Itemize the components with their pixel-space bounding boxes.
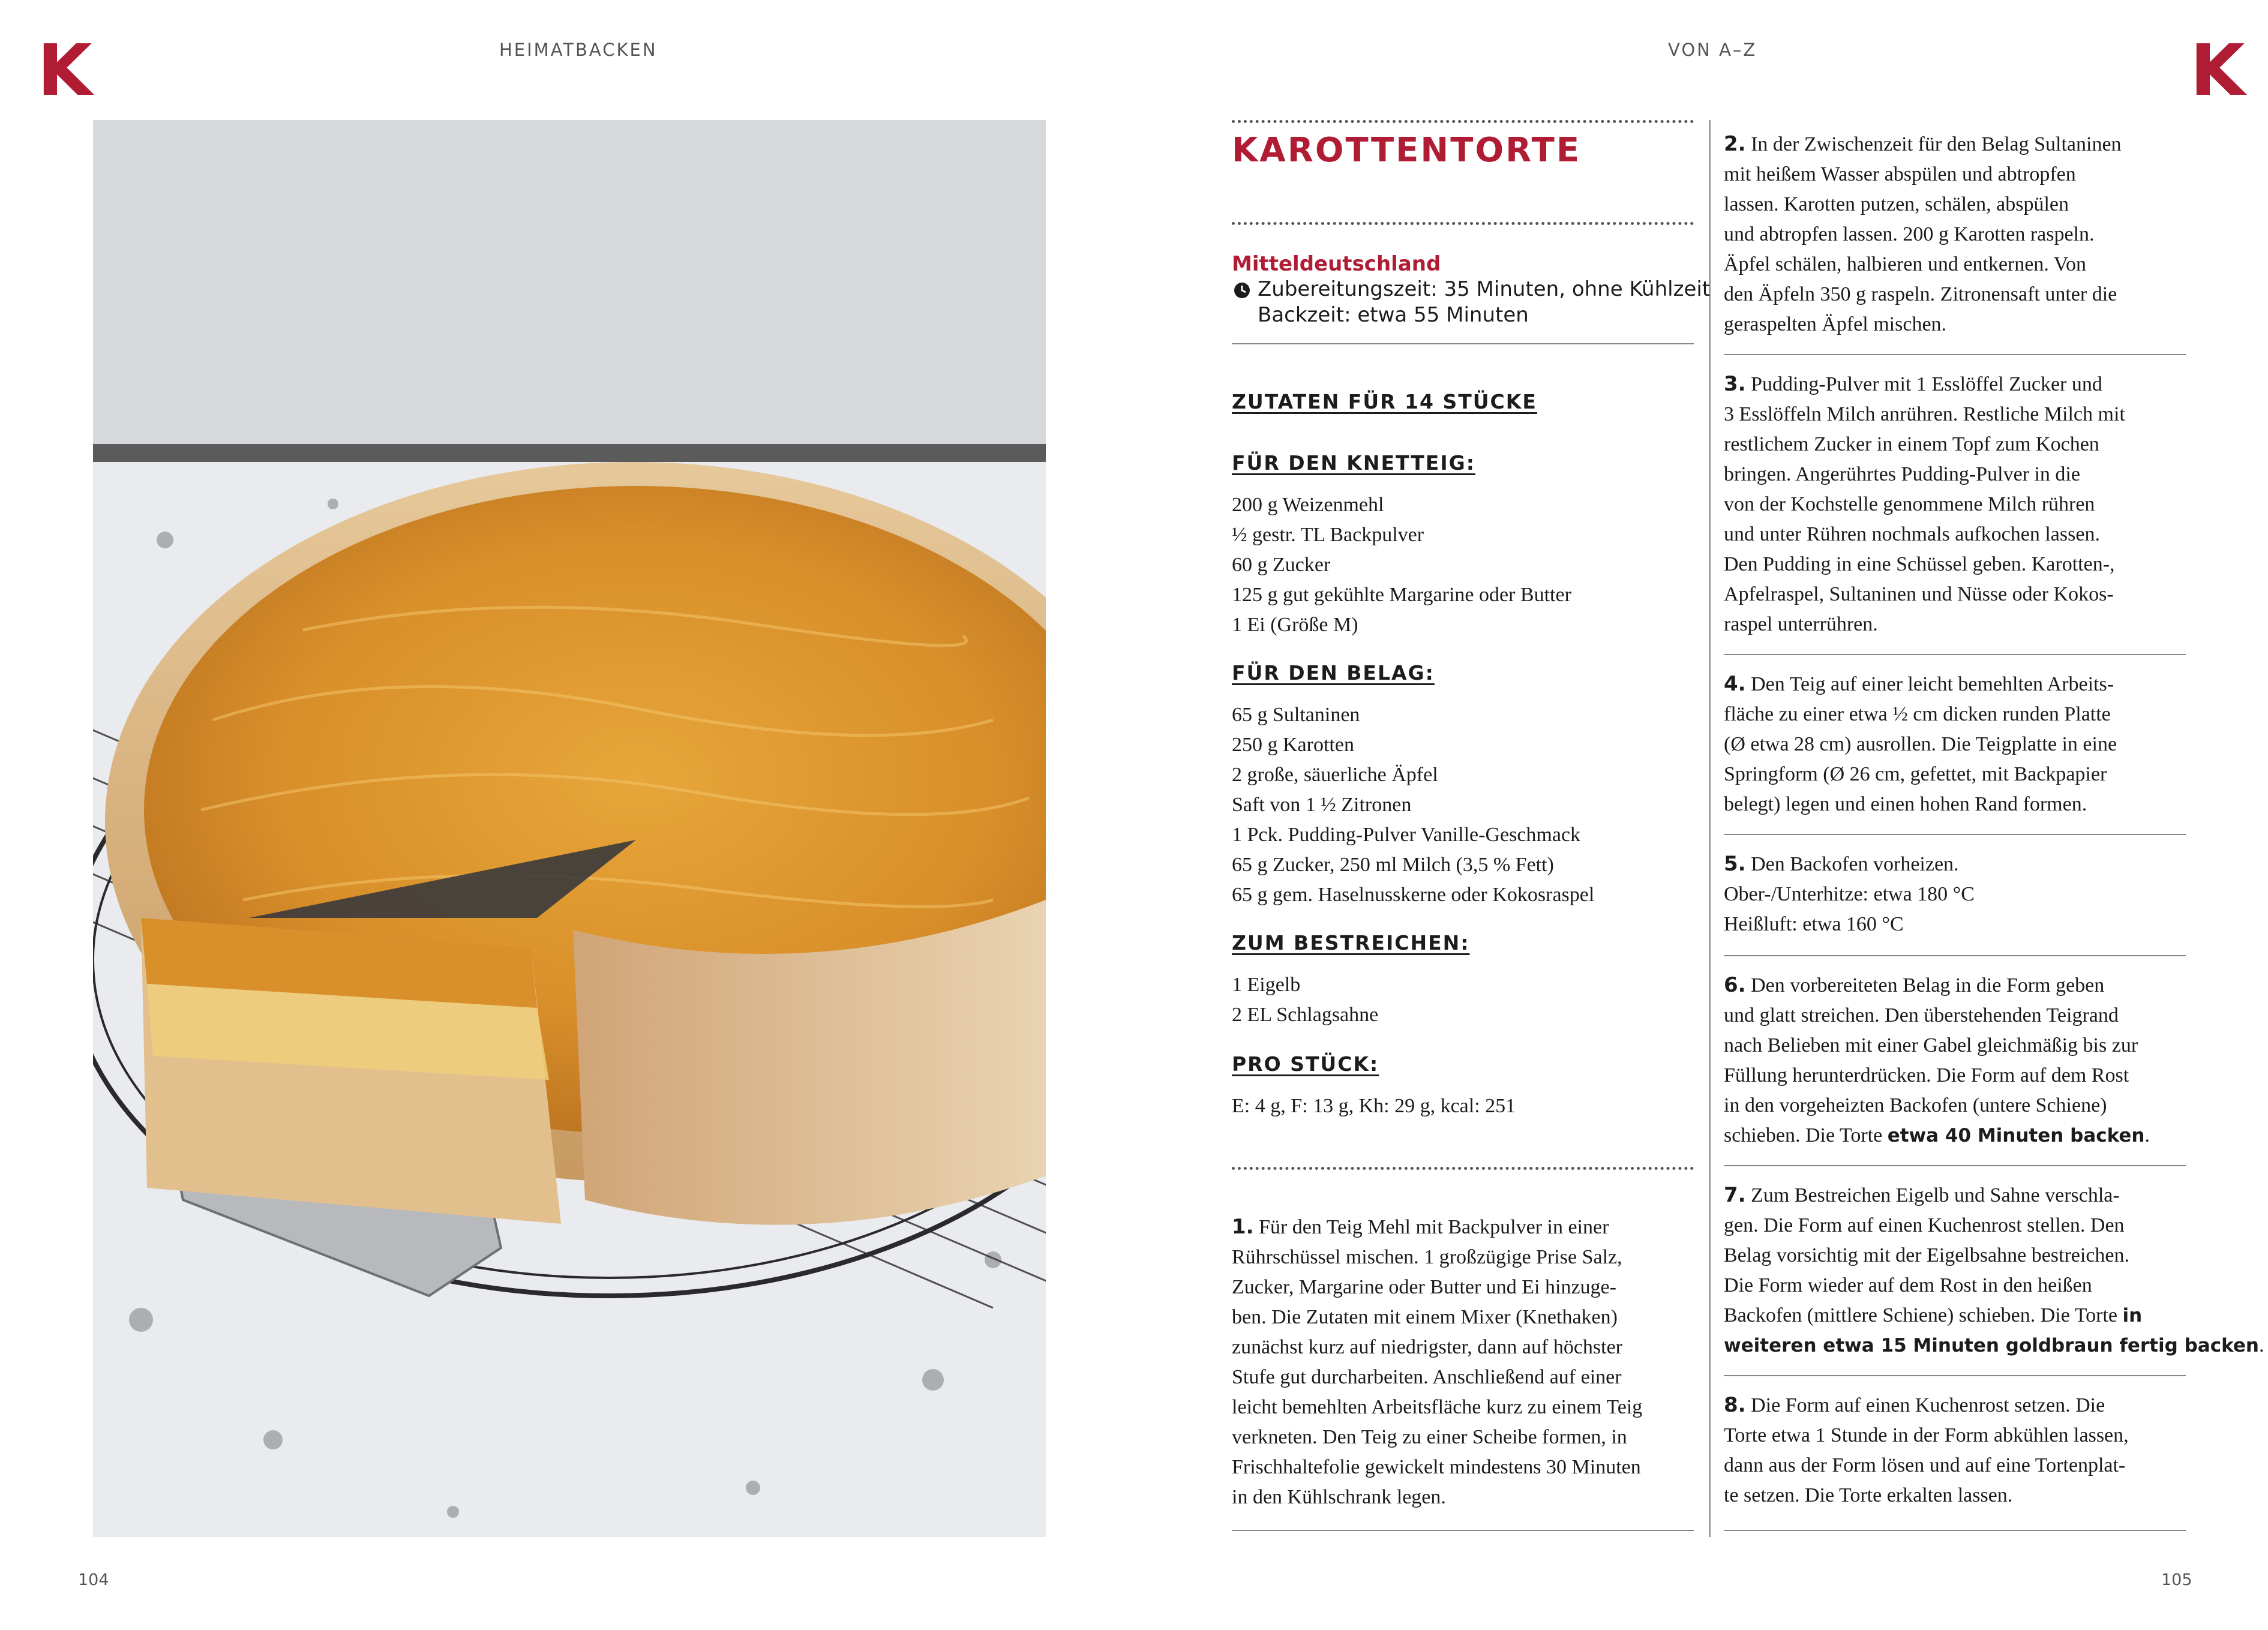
dough-heading: FÜR DEN KNETTEIG:	[1232, 451, 1475, 475]
ingredient: Saft von 1 ½ Zitronen	[1232, 794, 1412, 816]
step-6: 6. Den vorbereiteten Belag in die Form geben und glatt streichen. Den überstehenden Teigrand nach Belieben mit einer Gabel gleichmäßig bis zur Füllung herunterdrücken. Die Form auf dem Rost in den vorgeheizten Backofen (untere Schiene) schieben. Die Torte etwa 40 Minuten backen.	[1724, 973, 2150, 1146]
step-4: 4. Den Teig auf einer leicht bemehlten Arbeits- fläche zu einer etwa ½ cm dicken runden Platte (Ø etwa 28 cm) ausrollen. Die Teigplatte in eine Springform (Ø 26 cm, gefettet, mit Backpapier belegt) legen und einen hohen Rand formen.	[1724, 672, 2117, 815]
nutrition: E: 4 g, F: 13 g, Kh: 29 g, kcal: 251	[1232, 1095, 1516, 1117]
yield-heading: ZUTATEN FÜR 14 STÜCKE	[1232, 390, 1537, 413]
brush-heading: ZUM BESTREICHEN:	[1232, 931, 1470, 954]
recipe-region: Mitteldeutschland	[1232, 252, 1441, 276]
divider	[1232, 343, 1694, 344]
step-3: 3. Pudding-Pulver mit 1 Esslöffel Zucker und 3 Esslöffeln Milch anrühren. Restliche Milch mit restlichem Zucker in einem Topf zum Kochen bringen. Angerührtes Pudding-Pulver in die von der Kochstelle genommene Milch rühren und unter Rühren nochmals aufkochen lassen. Den Pudding in eine Schüssel geben. Karotten-, Apfelraspel, Sultaninen und Nüsse oder Kokos- raspel unterrühren.	[1724, 372, 2125, 635]
brush-ingredients	[1232, 970, 1378, 1030]
divider	[1724, 1375, 2186, 1376]
ingredient: 200 g Weizenmehl	[1232, 494, 1384, 516]
step-2: 2. In der Zwischenzeit für den Belag Sultaninen mit heißem Wasser abspülen und abtropfen lassen. Karotten putzen, schälen, abspülen und abtropfen lassen. 200 g Karotten raspeln. Äpfel schälen, halbieren und entkernen. Von den Äpfeln 350 g raspeln. Zitronensaft unter die geraspelten Äpfel mischen.	[1724, 132, 2122, 335]
ingredient: 65 g Zucker, 250 ml Milch (3,5 % Fett)	[1232, 854, 1554, 876]
step-8: 8. Die Form auf einen Kuchenrost setzen. Die Torte etwa 1 Stunde in der Form abkühlen lassen, dann aus der Form lösen und auf eine Tortenplat- te setzen. Die Torte erkalten lassen.	[1724, 1393, 2129, 1506]
page-number-right: 105	[2161, 1571, 2192, 1589]
divider	[1232, 1530, 1694, 1531]
ingredient: 1 Eigelb	[1232, 974, 1301, 996]
tab-letter-right: K	[2190, 29, 2245, 112]
ingredient: 2 EL Schlagsahne	[1232, 1004, 1379, 1026]
ingredient: 1 Pck. Pudding-Pulver Vanille-Geschmack	[1232, 824, 1581, 846]
ingredient: 1 Ei (Größe M)	[1232, 614, 1358, 636]
page-number-left: 104	[78, 1571, 109, 1589]
dough-ingredients	[1232, 490, 1571, 640]
clock-icon	[1234, 282, 1250, 299]
bake-time: Backzeit: etwa 55 Minuten	[1258, 303, 1529, 327]
divider	[1724, 1165, 2186, 1166]
tab-letter-left: K	[37, 29, 92, 112]
step-7: 7. Zum Bestreichen Eigelb und Sahne verschla- gen. Die Form auf einen Kuchenrost stellen. Den Belag vorsichtig mit der Eigelbsahne bestreichen. Die Form wieder auf dem Rost in den heißen Backofen (mittlere Schiene) schieben. Die Torte in weiteren etwa 15 Minuten goldbraun fertig backen.	[1724, 1183, 2264, 1356]
ingredient: 2 große, säuerliche Äpfel	[1232, 764, 1438, 786]
nutrition-values	[1232, 1091, 1516, 1121]
ingredient: ½ gestr. TL Backpulver	[1232, 524, 1424, 546]
divider	[1724, 1530, 2186, 1531]
step-5: 5. Den Backofen vorheizen. Ober-/Unterhitze: etwa 180 °C Heißluft: etwa 160 °C	[1724, 852, 1975, 935]
recipe-title: KAROTTENTORTE	[1232, 131, 1582, 170]
ingredient: 65 g Sultaninen	[1232, 704, 1360, 726]
divider	[1724, 354, 2186, 355]
divider-dotted	[1232, 222, 1694, 225]
running-head-left: HEIMATBACKEN	[499, 40, 658, 60]
divider	[1724, 955, 2186, 956]
running-head-right: VON A–Z	[1668, 40, 1757, 60]
topping-heading: FÜR DEN BELAG:	[1232, 661, 1435, 685]
carrot-tart-photo	[93, 120, 1046, 1537]
step-1: 1. Für den Teig Mehl mit Backpulver in einer Rührschüssel mischen. 1 großzügige Prise Salz, Zucker, Margarine oder Butter und Ei hinzuge- ben. Die Zutaten mit einem Mixer (Knethaken) zunächst kurz auf niedrigster, dann auf höchster Stufe gut durcharbeiten. Anschließend auf einer leicht bemehlten Arbeitsfläche kurz zu einem Teig verkneten. Den Teig zu einer Scheibe formen, in Frischhaltefolie gewickelt mindestens 30 Minuten in den Kühlschrank legen.	[1232, 1215, 1643, 1508]
divider-dotted	[1232, 120, 1694, 123]
ingredient: 250 g Karotten	[1232, 734, 1354, 756]
prep-time: Zubereitungszeit: 35 Minuten, ohne Kühlzeit	[1258, 277, 1711, 301]
topping-ingredients	[1232, 700, 1594, 910]
divider-dotted	[1232, 1167, 1694, 1170]
nutrition-heading: PRO STÜCK:	[1232, 1052, 1379, 1076]
divider	[1724, 654, 2186, 655]
ingredient: 60 g Zucker	[1232, 554, 1331, 576]
divider	[1724, 834, 2186, 835]
ingredient: 65 g gem. Haselnusskerne oder Kokosraspel	[1232, 884, 1595, 906]
ingredient: 125 g gut gekühlte Margarine oder Butter	[1232, 584, 1571, 606]
column-rule	[1709, 120, 1711, 1537]
